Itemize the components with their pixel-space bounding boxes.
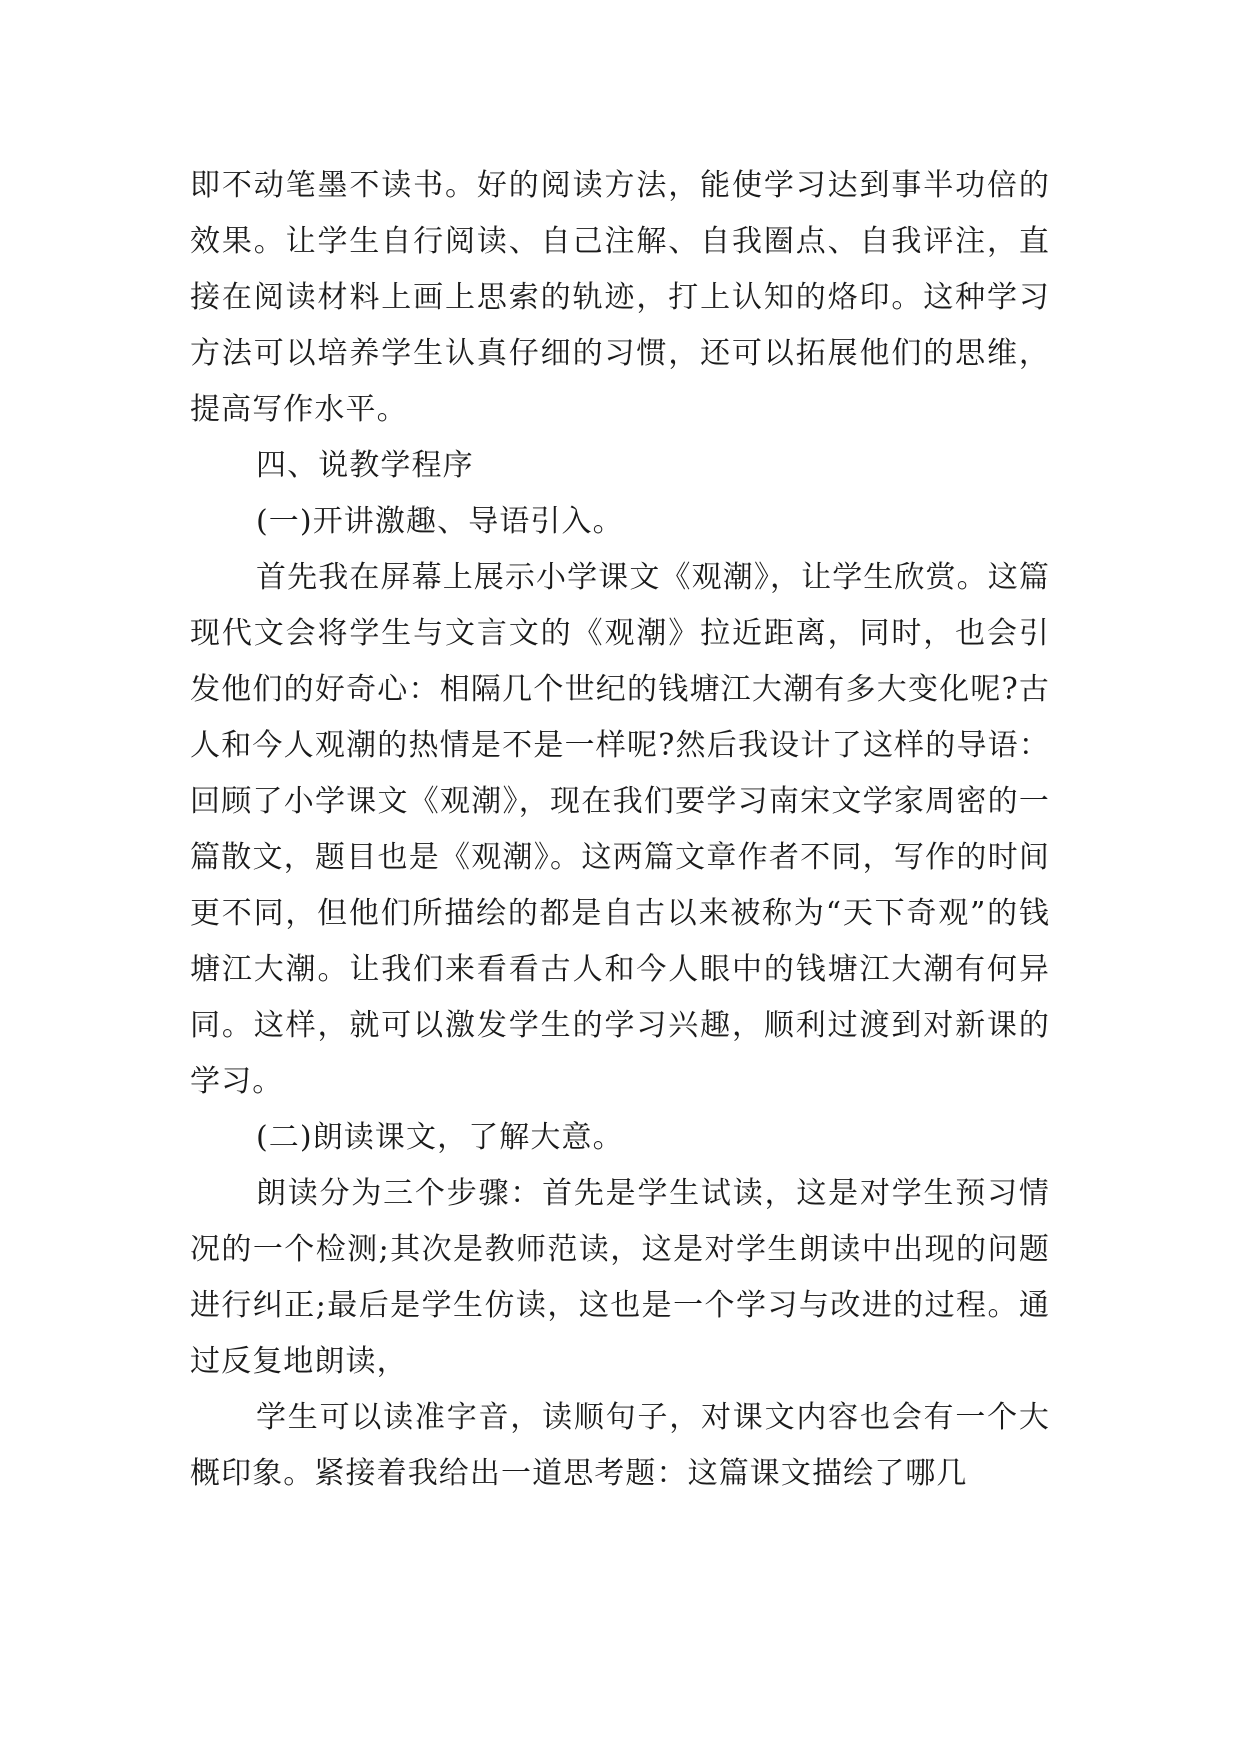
section-heading-teaching-procedure: 四、说教学程序 bbox=[256, 448, 474, 483]
paragraph-introduction: 首先我在屏幕上展示小学课文《观潮》，让学生欣赏。这篇现代文会将学生与文言文的《观潮》拉近距离，同时，也会引发他们的好奇心：相隔几个世纪的钱塘江大潮有多大变化呢?古人和今人观潮的热情是不是一样呢?然后我设计了这样的导语：回顾了小学课文《观潮》，现在我们要学习南宋文学家周密的一篇散文，题目也是《观潮》。这两篇文章作者不同，写作的时间更不同，但他们所描绘的都是自古以来被称为“天下奇观”的钱塘江大潮。让我们来看看古人和今人眼中的钱塘江大潮有何异同。这样，就可以激发学生的学习兴趣，顺利过渡到对新课的学习。 bbox=[190, 560, 1050, 1099]
subheading-reading-aloud: (二)朗读课文，了解大意。 bbox=[256, 1120, 624, 1155]
subheading-introduction: (一)开讲激趣、导语引入。 bbox=[256, 504, 624, 539]
paragraph-reading-method: 即不动笔墨不读书。好的阅读方法，能使学习达到事半功倍的效果。让学生自行阅读、自己注解、自我圈点、自我评注，直接在阅读材料上画上思索的轨迹，打上认知的烙印。这种学习方法可以培养学生认真仔细的习惯，还可以拓展他们的思维，提高写作水平。 bbox=[190, 168, 1050, 427]
document-body bbox=[190, 158, 1050, 1502]
paragraph-reading-outcome: 学生可以读准字音，读顺句子，对课文内容也会有一个大概印象。紧接着我给出一道思考题：这篇课文描绘了哪几 bbox=[190, 1400, 1050, 1491]
paragraph-reading-steps: 朗读分为三个步骤：首先是学生试读，这是对学生预习情况的一个检测;其次是教师范读，这是对学生朗读中出现的问题进行纠正;最后是学生仿读，这也是一个学习与改进的过程。通过反复地朗读， bbox=[190, 1176, 1050, 1379]
